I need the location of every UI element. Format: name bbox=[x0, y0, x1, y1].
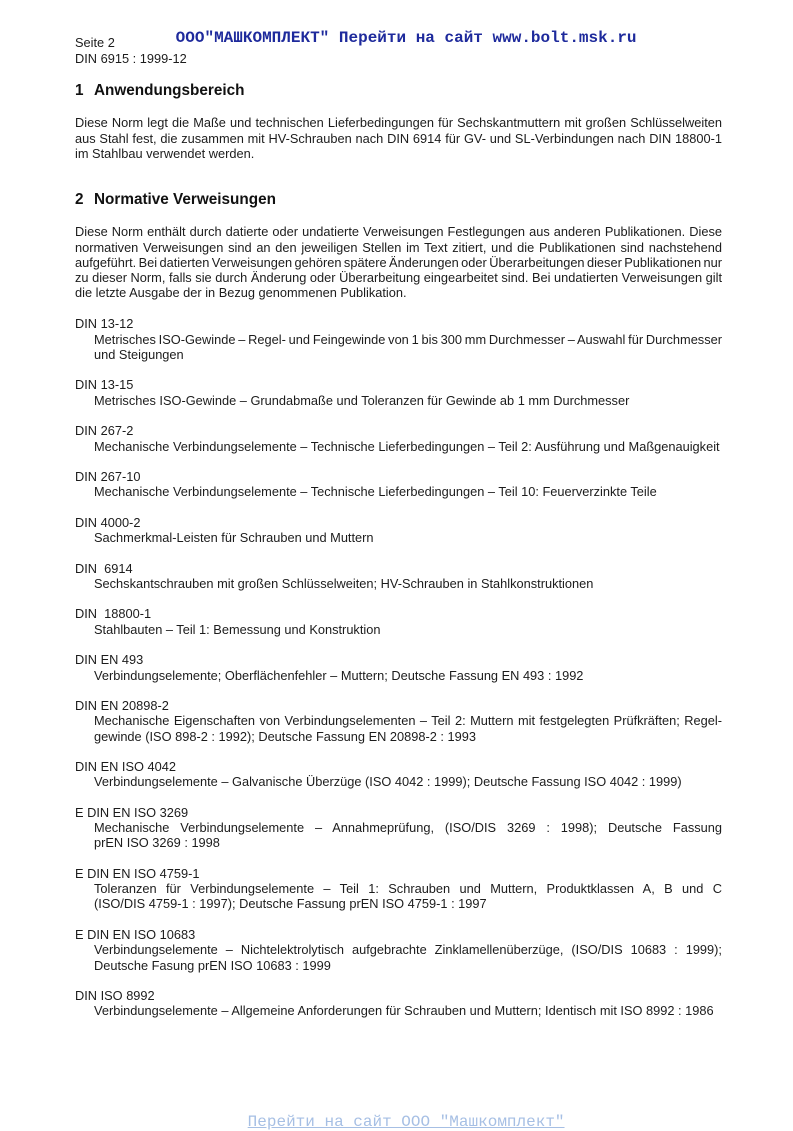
page-number: Seite 2 bbox=[75, 35, 115, 51]
reference-list bbox=[75, 316, 722, 1018]
reference-description bbox=[94, 774, 722, 789]
reference-entry bbox=[75, 606, 722, 637]
reference-description bbox=[94, 881, 722, 912]
reference-description-line: Mechanische Eigenschaften von Verbindungselementen – Teil 2: Muttern mit festgelegten Prüfkräften; Regel- bbox=[94, 713, 722, 729]
reference-code: DIN ISO 8992 bbox=[75, 988, 155, 1004]
paragraph-line: Diese Norm enthält durch datierte oder undatierte Verweisungen Festlegungen aus anderen Publikationen. Diese bbox=[75, 224, 722, 240]
reference-description-line: Stahlbauten – Teil 1: Bemessung und Konstruktion bbox=[94, 621, 381, 637]
section-heading bbox=[75, 191, 722, 209]
reference-description-line: Metrisches ISO-Gewinde – Grundabmaße und Toleranzen für Gewinde ab 1 mm Durchmesser bbox=[94, 392, 630, 408]
reference-description bbox=[94, 820, 722, 851]
footer-site-link[interactable]: Перейти на сайт ООО "Машкомплект" bbox=[247, 1113, 565, 1131]
reference-code: DIN 4000-2 bbox=[75, 514, 141, 530]
paragraph-line: im Stahlbau verwendet werden. bbox=[75, 145, 255, 161]
reference-description-line: Verbindungselemente – Allgemeine Anforderungen für Schrauben und Muttern; Identisch mit ISO 8992 : 1986 bbox=[94, 1003, 714, 1019]
reference-description-line: Deutsche Fasung prEN ISO 10683 : 1999 bbox=[94, 957, 331, 973]
banner-site-link[interactable]: ООО"МАШКОМПЛЕКТ" Перейти на сайт www.bolt.msk.ru bbox=[175, 29, 637, 47]
paragraph-line: zu dieser Norm, falls sie durch Änderung oder Überarbeitung eingearbeitet sind. Bei undatierten Verweisungen gilt bbox=[75, 270, 722, 286]
reference-entry bbox=[75, 652, 722, 683]
reference-description bbox=[94, 576, 722, 591]
reference-entry bbox=[75, 927, 722, 973]
paragraph bbox=[75, 224, 722, 300]
reference-entry bbox=[75, 988, 722, 1019]
reference-description-line: Mechanische Verbindungselemente – Annahmeprüfung, (ISO/DIS 3269 : 1998); Deutsche Fassung bbox=[94, 820, 722, 836]
section-heading bbox=[75, 82, 722, 100]
reference-code: E DIN EN ISO 3269 bbox=[75, 804, 189, 820]
page-meta bbox=[75, 35, 722, 66]
reference-code: DIN 13-15 bbox=[75, 377, 134, 393]
reference-description bbox=[94, 439, 722, 454]
document-number: DIN 6915 : 1999-12 bbox=[75, 50, 187, 66]
reference-description-line: Toleranzen für Verbindungselemente – Teil 1: Schrauben und Muttern, Produktklassen A, B und C bbox=[94, 881, 722, 897]
reference-entry bbox=[75, 561, 722, 592]
reference-entry bbox=[75, 377, 722, 408]
reference-code: DIN 18800-1 bbox=[75, 606, 152, 622]
reference-description bbox=[94, 530, 722, 545]
reference-description-line: Mechanische Verbindungselemente – Technische Lieferbedingungen – Teil 2: Ausführung und Maßgenauigkeit bbox=[94, 438, 720, 454]
paragraph-line: Diese Norm legt die Maße und technischen Lieferbedingungen für Sechskantmuttern mit großen Schlüsselweiten bbox=[75, 115, 722, 131]
reference-description-line: gewinde (ISO 898-2 : 1992); Deutsche Fassung EN 20898-2 : 1993 bbox=[94, 728, 477, 744]
reference-description-line: Metrisches ISO-Gewinde – Regel- und Feingewinde von 1 bis 300 mm Durchmesser – Auswahl für Durchmesser bbox=[94, 331, 722, 347]
reference-description bbox=[94, 393, 722, 408]
paragraph-line: normativen Verweisungen sind an den jeweiligen Stellen im Text zitiert, und die Publikationen sind nachstehend bbox=[75, 239, 722, 255]
reference-description-line: und Steigungen bbox=[94, 346, 184, 362]
reference-description bbox=[94, 484, 722, 499]
paragraph-line: die letzte Ausgabe der in Bezug genommenen Publikation. bbox=[75, 285, 407, 301]
reference-description-line: prEN ISO 3269 : 1998 bbox=[94, 835, 220, 851]
section-number: 1 bbox=[75, 82, 84, 99]
paragraph-line: aus Stahl fest, die zusammen mit HV-Schrauben nach DIN 6914 für GV- und SL-Verbindungen nach DIN 18800-1 bbox=[75, 130, 722, 146]
reference-description-line: Sechskantschrauben mit großen Schlüsselweiten; HV-Schrauben in Stahlkonstruktionen bbox=[94, 575, 594, 591]
reference-code: DIN 267-2 bbox=[75, 423, 134, 439]
reference-code: DIN 6914 bbox=[75, 560, 133, 576]
section-title: Normative Verweisungen bbox=[94, 191, 276, 208]
reference-description bbox=[94, 1003, 722, 1018]
reference-code: DIN EN 20898-2 bbox=[75, 698, 169, 714]
reference-entry bbox=[75, 515, 722, 546]
reference-description-line: Sachmerkmal-Leisten für Schrauben und Muttern bbox=[94, 530, 374, 546]
reference-code: E DIN EN ISO 10683 bbox=[75, 927, 196, 943]
reference-code: DIN EN ISO 4042 bbox=[75, 759, 176, 775]
reference-entry bbox=[75, 698, 722, 744]
reference-code: DIN 267-10 bbox=[75, 469, 141, 485]
reference-code: DIN 13-12 bbox=[75, 316, 134, 332]
reference-entry bbox=[75, 759, 722, 790]
section-number: 2 bbox=[75, 191, 84, 208]
reference-description-line: (ISO/DIS 4759-1 : 1997); Deutsche Fassung prEN ISO 4759-1 : 1997 bbox=[94, 896, 487, 912]
reference-code: E DIN EN ISO 4759-1 bbox=[75, 865, 200, 881]
reference-description bbox=[94, 713, 722, 744]
reference-entry bbox=[75, 469, 722, 500]
reference-entry bbox=[75, 866, 722, 912]
paragraph-line: aufgeführt. Bei datierten Verweisungen gehören spätere Änderungen oder Überarbeitungen dieser Publikationen nur bbox=[75, 254, 722, 270]
footer bbox=[0, 1095, 793, 1131]
reference-description bbox=[94, 622, 722, 637]
reference-entry bbox=[75, 805, 722, 851]
reference-description-line: Verbindungselemente – Galvanische Überzüge (ISO 4042 : 1999); Deutsche Fassung ISO 4042 : 1999) bbox=[94, 774, 682, 790]
reference-entry bbox=[75, 316, 722, 362]
reference-description-line: Verbindungselemente – Nichtelektrolytisch aufgebrachte Zinklamellenüberzüge, (ISO/DIS 10683 : 1999); bbox=[94, 942, 722, 958]
reference-description-line: Verbindungselemente; Oberflächenfehler – Muttern; Deutsche Fassung EN 493 : 1992 bbox=[94, 667, 584, 683]
paragraph bbox=[75, 115, 722, 161]
section-title: Anwendungsbereich bbox=[94, 82, 245, 99]
reference-description-line: Mechanische Verbindungselemente – Technische Lieferbedingungen – Teil 10: Feuerverzinkte Teile bbox=[94, 484, 657, 500]
reference-description bbox=[94, 332, 722, 363]
reference-code: DIN EN 493 bbox=[75, 652, 144, 668]
reference-entry bbox=[75, 423, 722, 454]
reference-description bbox=[94, 668, 722, 683]
reference-description bbox=[94, 942, 722, 973]
